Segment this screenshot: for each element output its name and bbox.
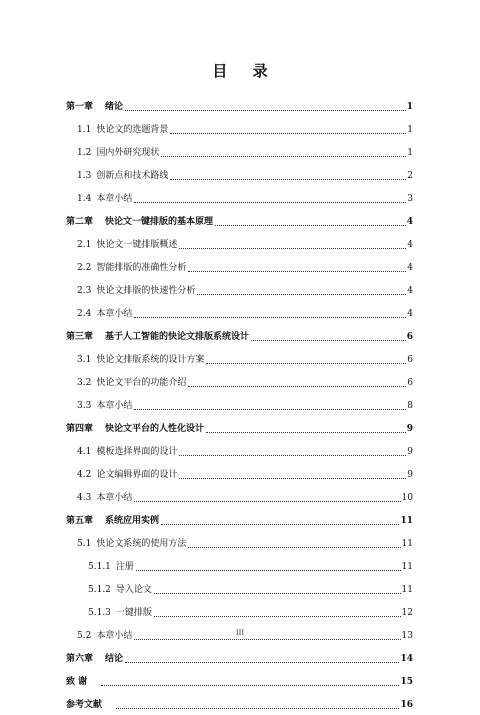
toc-entry[interactable]	[66, 324, 413, 347]
toc-entry-number: 2.3	[77, 286, 92, 296]
toc-entry[interactable]	[66, 531, 413, 554]
toc-entry-page: 15	[400, 677, 413, 687]
toc-entry-number: 1.1	[77, 125, 92, 135]
toc-entry[interactable]	[66, 485, 413, 508]
toc-entry-label	[77, 447, 177, 458]
toc-entry-text: 模板选择界面的设计	[96, 447, 178, 457]
toc-entry-page: 11	[401, 585, 413, 595]
toc-entry-page: 8	[407, 401, 413, 411]
toc-entry-label	[77, 378, 186, 389]
toc-entry-page: 4	[407, 286, 413, 296]
toc-entry[interactable]	[66, 370, 413, 393]
toc-entry-text: 绪论	[105, 102, 124, 112]
toc-entry-text: 快论文一键排版的基本原理	[105, 217, 214, 227]
toc-entry[interactable]	[66, 646, 413, 669]
toc-entry-text: 快论文一键排版概述	[96, 240, 178, 250]
toc-entry-page: 12	[401, 608, 413, 618]
toc-entry-page: 11	[401, 562, 413, 572]
toc-dot-leader	[125, 661, 399, 663]
toc-dot-leader	[101, 684, 399, 686]
toc-entry-number: 3.3	[77, 401, 92, 411]
toc-entry-label	[77, 240, 177, 251]
toc-entry[interactable]	[66, 554, 413, 577]
toc-entry-text: 导入论文	[115, 585, 152, 595]
toc-dot-leader	[206, 362, 406, 364]
toc-entry-text: 快论文排版的快速性分析	[96, 286, 196, 296]
toc-entry-page: 9	[407, 470, 413, 480]
toc-dot-leader	[161, 523, 399, 525]
toc-entry-label	[88, 585, 152, 596]
toc-entry[interactable]	[66, 186, 413, 209]
toc-entry-number: 第一章	[66, 102, 94, 112]
toc-entry-page: 4	[407, 309, 413, 319]
toc-entry[interactable]	[66, 416, 413, 439]
toc-entry-text: 国内外研究现状	[96, 148, 160, 158]
toc-dot-leader	[134, 316, 406, 318]
toc-entry-label	[66, 217, 213, 228]
toc-dot-leader	[188, 546, 400, 548]
toc-entry-page: 16	[400, 700, 413, 710]
toc-entry-page: 3	[407, 194, 413, 204]
toc-entry-number: 第五章	[66, 516, 94, 526]
toc-entry-label	[77, 263, 186, 274]
toc-entry-page: 1	[406, 102, 413, 112]
toc-dot-leader	[134, 638, 400, 640]
toc-entry[interactable]	[66, 692, 413, 715]
toc-entry-page: 6	[406, 332, 413, 342]
toc-dot-leader	[179, 477, 406, 479]
toc-entry[interactable]	[66, 301, 413, 324]
toc-entry[interactable]	[66, 232, 413, 255]
toc-entry[interactable]	[66, 347, 413, 370]
toc-entry-page: 6	[407, 378, 413, 388]
toc-entry-number: 1.3	[77, 171, 92, 181]
toc-entry-text: 快论文平台的人性化设计	[105, 424, 205, 434]
toc-entry-label	[66, 102, 123, 113]
toc-entry-label	[77, 401, 132, 412]
toc-entry-page: 14	[400, 654, 413, 664]
toc-entry-label	[66, 516, 159, 527]
toc-entry[interactable]	[66, 508, 413, 531]
toc-entry-label	[66, 700, 114, 711]
toc-entry-number: 第四章	[66, 424, 94, 434]
toc-entry-number: 3.2	[77, 378, 92, 388]
toc-entry-text: 一键排版	[115, 608, 152, 618]
toc-dot-leader	[154, 615, 401, 617]
toc-entry-page: 4	[406, 217, 413, 227]
toc-entry-number: 5.1.3	[88, 608, 111, 618]
toc-entry-page: 6	[407, 355, 413, 365]
toc-entry-page: 11	[401, 539, 413, 549]
toc-entry-page: 1	[407, 125, 413, 135]
toc-entry-number: 2.4	[77, 309, 92, 319]
toc-entry-text: 基于人工智能的快论文排版系统设计	[105, 332, 250, 342]
toc-entry-label	[77, 470, 177, 481]
toc-dot-leader	[206, 431, 406, 433]
toc-entry-number: 致 谢	[66, 677, 88, 687]
toc-entry-label	[88, 608, 152, 619]
toc-dot-leader	[134, 408, 406, 410]
toc-dot-leader	[215, 224, 406, 226]
toc-entry-label	[77, 286, 195, 297]
toc-dot-leader	[188, 385, 406, 387]
toc-entry-page: 9	[407, 447, 413, 457]
toc-entry-number: 参考文献	[66, 700, 103, 710]
toc-entry[interactable]	[66, 439, 413, 462]
toc-entry-number: 5.1.1	[88, 562, 111, 572]
toc-entry-page: 2	[407, 171, 413, 181]
toc-entry-text: 本章小结	[96, 309, 133, 319]
toc-entry-text: 本章小结	[96, 631, 133, 641]
toc-entry-page: 4	[407, 240, 413, 250]
toc-entry-page: 10	[401, 493, 413, 503]
toc-entry-number: 1.4	[77, 194, 92, 204]
toc-entry-label	[77, 148, 159, 159]
toc-entry-page: 1	[407, 148, 413, 158]
toc-entry-label	[66, 424, 204, 435]
toc-entry-number: 1.2	[77, 148, 92, 158]
toc-entry-label	[66, 332, 249, 343]
toc-entry-page: 4	[407, 263, 413, 273]
toc-entry[interactable]	[66, 393, 413, 416]
toc-entry[interactable]	[66, 140, 413, 163]
toc-entry-label	[77, 539, 186, 550]
toc-entry-text: 智能排版的准确性分析	[96, 263, 187, 273]
toc-dot-leader	[161, 155, 406, 157]
toc-dot-leader	[136, 569, 401, 571]
toc-dot-leader	[116, 707, 399, 709]
toc-dot-leader	[154, 592, 401, 594]
toc-entry-number: 第二章	[66, 217, 94, 227]
toc-entry-number: 5.1.2	[88, 585, 111, 595]
toc-entry-label	[77, 493, 132, 504]
toc-dot-leader	[170, 132, 406, 134]
toc-entry-text: 快论文系统的使用方法	[96, 539, 187, 549]
toc-entry-text: 本章小结	[96, 493, 133, 503]
toc-entry-text: 本章小结	[96, 194, 133, 204]
toc-dot-leader	[134, 201, 406, 203]
toc-entry-text: 快论文平台的功能介绍	[96, 378, 187, 388]
toc-entry-text: 系统应用实例	[105, 516, 160, 526]
toc-entry[interactable]	[66, 577, 413, 600]
toc-entry-text: 创新点和技术路线	[96, 171, 169, 181]
toc-dot-leader	[170, 178, 406, 180]
toc-dot-leader	[125, 109, 406, 111]
toc-entry-number: 5.1	[77, 539, 92, 549]
toc-entry-number: 4.3	[77, 493, 92, 503]
toc-entry-number: 2.1	[77, 240, 92, 250]
toc-entry-page: 11	[400, 516, 413, 526]
toc-entry-label	[77, 171, 168, 182]
toc-dot-leader	[134, 500, 400, 502]
toc-entry-text: 注册	[115, 562, 134, 572]
toc-entry[interactable]	[66, 278, 413, 301]
toc-dot-leader	[179, 454, 406, 456]
toc-entry-number: 5.2	[77, 631, 92, 641]
toc-entry-text: 论文编辑界面的设计	[96, 470, 178, 480]
toc-entry-label	[88, 562, 134, 573]
toc-entry-text: 本章小结	[96, 401, 133, 411]
toc-entry[interactable]	[66, 600, 413, 623]
toc-entry-text: 结论	[105, 654, 124, 664]
toc-entry-number: 2.2	[77, 263, 92, 273]
toc-dot-leader	[197, 293, 406, 295]
toc-entry[interactable]	[66, 94, 413, 117]
toc-entry-label	[77, 309, 132, 320]
toc-entry-page: 9	[406, 424, 413, 434]
toc-entry-label	[66, 654, 123, 665]
toc-entry[interactable]	[66, 163, 413, 186]
toc-dot-leader	[251, 339, 406, 341]
toc-entry[interactable]	[66, 669, 413, 692]
toc-entry-label	[77, 355, 204, 366]
toc-entry[interactable]	[66, 255, 413, 278]
page-number-footer: III	[235, 629, 245, 637]
toc-entry-number: 第六章	[66, 654, 94, 664]
toc-entry[interactable]	[66, 462, 413, 485]
toc-entry-label	[77, 194, 132, 205]
toc-list	[66, 94, 413, 715]
toc-entry-text: 快论文的选题背景	[96, 125, 169, 135]
toc-entry[interactable]	[66, 209, 413, 232]
toc-dot-leader	[188, 270, 406, 272]
toc-entry[interactable]	[66, 117, 413, 140]
toc-dot-leader	[179, 247, 406, 249]
toc-entry-text: 快论文排版系统的设计方案	[96, 355, 205, 365]
toc-entry-number: 3.1	[77, 355, 92, 365]
toc-title: 目 录	[212, 62, 278, 80]
toc-entry-number: 4.2	[77, 470, 92, 480]
toc-entry-number: 第三章	[66, 332, 94, 342]
toc-entry-number: 4.1	[77, 447, 92, 457]
toc-entry-page: 13	[401, 631, 413, 641]
toc-entry-label	[77, 125, 168, 136]
